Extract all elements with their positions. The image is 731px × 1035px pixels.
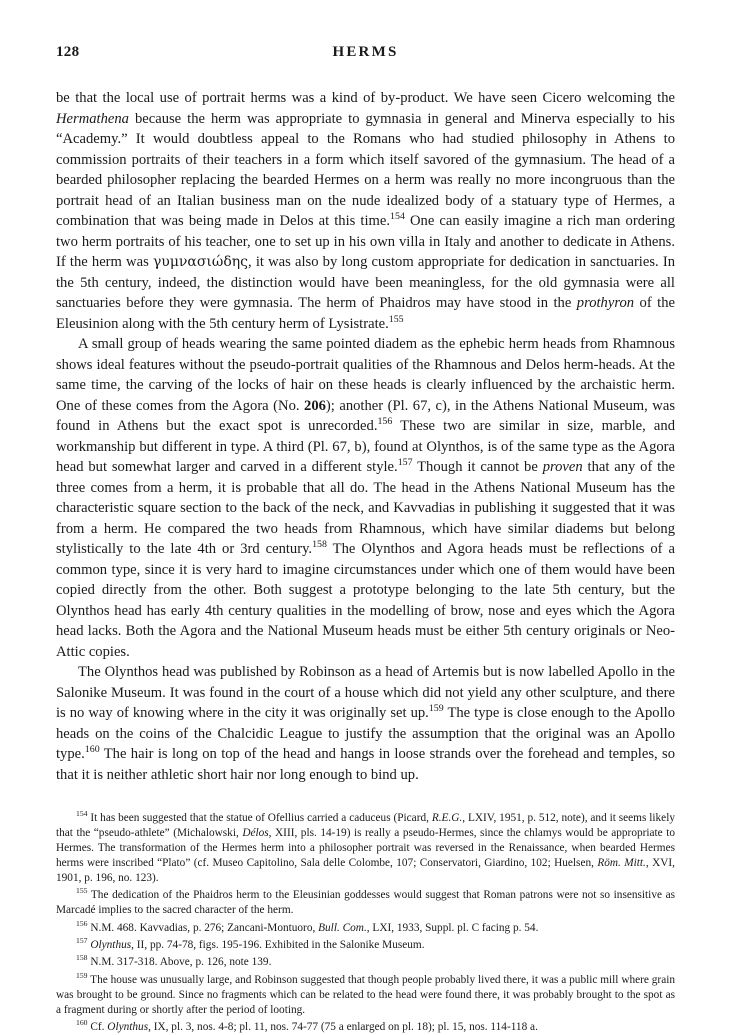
footnote: $^{154}$ It has been suggested that the statue of Ofellius carried a caduceus (Picard, R.E.G., LXIV, 1951, p. 512, note), and it seems likely that the “pseudo-athlete” (Michalowski, Délos, XIII, pls. 14-19) is really a pseudo-Hermes, since the chlamys would be appropriate to Hermes. The transformation of the Hermes herm into a philosopher portrait was reversed in the Renaissance, when bearded Hermes herms were inscribed “Plato” (cf. Museo Capitolino, Sala delle Colombe, 107; Conservatori, Giardino, 102; Huelsen, Röm. Mitt., XVI, 1901, p. 196, no. 123). (56, 809, 675, 884)
footnote: $^{157}$ Olynthus, II, pp. 74-78, figs. 195-196. Exhibited in the Salonike Museum. (76, 936, 425, 951)
body-text (56, 88, 675, 785)
footnotes-section (56, 811, 675, 1035)
running-head: HERMS (332, 44, 399, 60)
paragraph: be that the local use of portrait herms was a kind of by-product. We have seen Cicero welcoming the Hermathena because the herm was appropriate to gymnasia in general and Minerva especially to his “Academy.” It would doubtless appeal to the Romans who had studied philosophy in Athens to commission portraits of their teachers in a form which itself savored of the gymnasium. The head of a bearded philosopher replacing the bearded Hermes on a herm was really no more incongruous than the portrait head of an Italian business man on the nude idealized body of a statuary type of Hermes, a combination that was being made in Delos at this time.$^{154}$ One can easily imagine a rich man ordering two herm portraits of his teacher, one to set up in his own villa in Italy and another to dedicate in Athens. If the herm was γυμνασιώδης, it was also by long custom appropriate for dedication in sanctuaries. In the 5th century, indeed, the distinction would have been meaningless, for the old gymnasia were all sanctuaries before they were gymnasia. The herm of Phaidros may have stood in the prothyron of the Eleusinion along with the 5th century herm of Lysistrate.$^{155}$ (56, 90, 675, 332)
footnote: $^{156}$ N.M. 468. Kavvadias, p. 276; Zancani-Montuoro, Bull. Com., LXI, 1933, Suppl. pl. C facing p. 54. (76, 918, 539, 934)
footnote: $^{158}$ N.M. 317-318. Above, p. 126, note 139. (76, 953, 272, 969)
footnote: $^{159}$ The house was unusually large, and Robinson suggested that though people probably lived there, it was a public mill where grain was brought to be ground. Since no fragments which can be related to the head were found there, it was probably brought to the spot as a fragment during or shortly after the period of looting. (56, 970, 675, 1016)
page-header (56, 44, 675, 62)
page-number: 128 (56, 44, 80, 60)
paragraph: The Olynthos head was published by Robinson as a head of Artemis but is now labelled Apollo in the Salonike Museum. It was found in the court of a house which did not yield any other sculpture, and there is no way of knowing where in the city it was originally set up.$^{159}$ The type is close enough to the Apollo heads on the coins of the Chalcidic League to justify the assumption that the original was an Apollo type.$^{160}$ The hair is long on top of the head and hangs in loose strands over the forehead and temples, so that it is neither athletic short hair nor long enough to bind up. (56, 664, 675, 783)
footnote: $^{155}$ The dedication of the Phaidros herm to the Eleusinian goddesses would suggest that Roman patrons were not so insensitive as Marcadé implies to the sacred character of the herm. (56, 886, 675, 917)
paragraph: A small group of heads wearing the same pointed diadem as the ephebic herm heads from Rhamnous shows ideal features without the pseudo-portrait qualities of the Rhamnous and Delos herm-heads. At the same time, the carving of the locks of hair on these heads is clearly influenced by the archaistic herm. One of these comes from the Agora (No. 206); another (Pl. 67, c), in the Athens National Museum, was found in Athens but the exact spot is unrecorded.$^{156}$ These two are similar in size, marble, and workmanship but different in type. A third (Pl. 67, b), found at Olynthos, is of the same type as the Agora head but somewhat larger and carved in a different style.$^{157}$ Though it cannot be proven that any of the three comes from a herm, it is probable that all do. The head in the Athens National Museum has the characteristic square section to the back of the neck, and Kavvadias in publishing it suggested that it was from a herm. He compared the two heads from Rhamnous, which have similar diadems but belong stylistically to the late 4th or 3rd century.$^{158}$ The Olynthos and Agora heads must be reflections of a common type, since it is very hard to imagine circumstances under which one of them would have been copied directly from the other. Both suggest a prototype belonging to the late 5th century, but the Olynthos head has early 4th century qualities in the modelling of brow, nose and eyes which the Agora head lacks. Both the Agora and the National Museum heads must be either 5th century originals or Neo-Attic copies. (56, 336, 675, 660)
footnote: $^{160}$ Cf. Olynthus, IX, pl. 3, nos. 4-8; pl. 11, nos. 74-77 (75 a enlarged on pl. 18); pl. 15, nos. 114-118 a. (76, 1018, 538, 1033)
